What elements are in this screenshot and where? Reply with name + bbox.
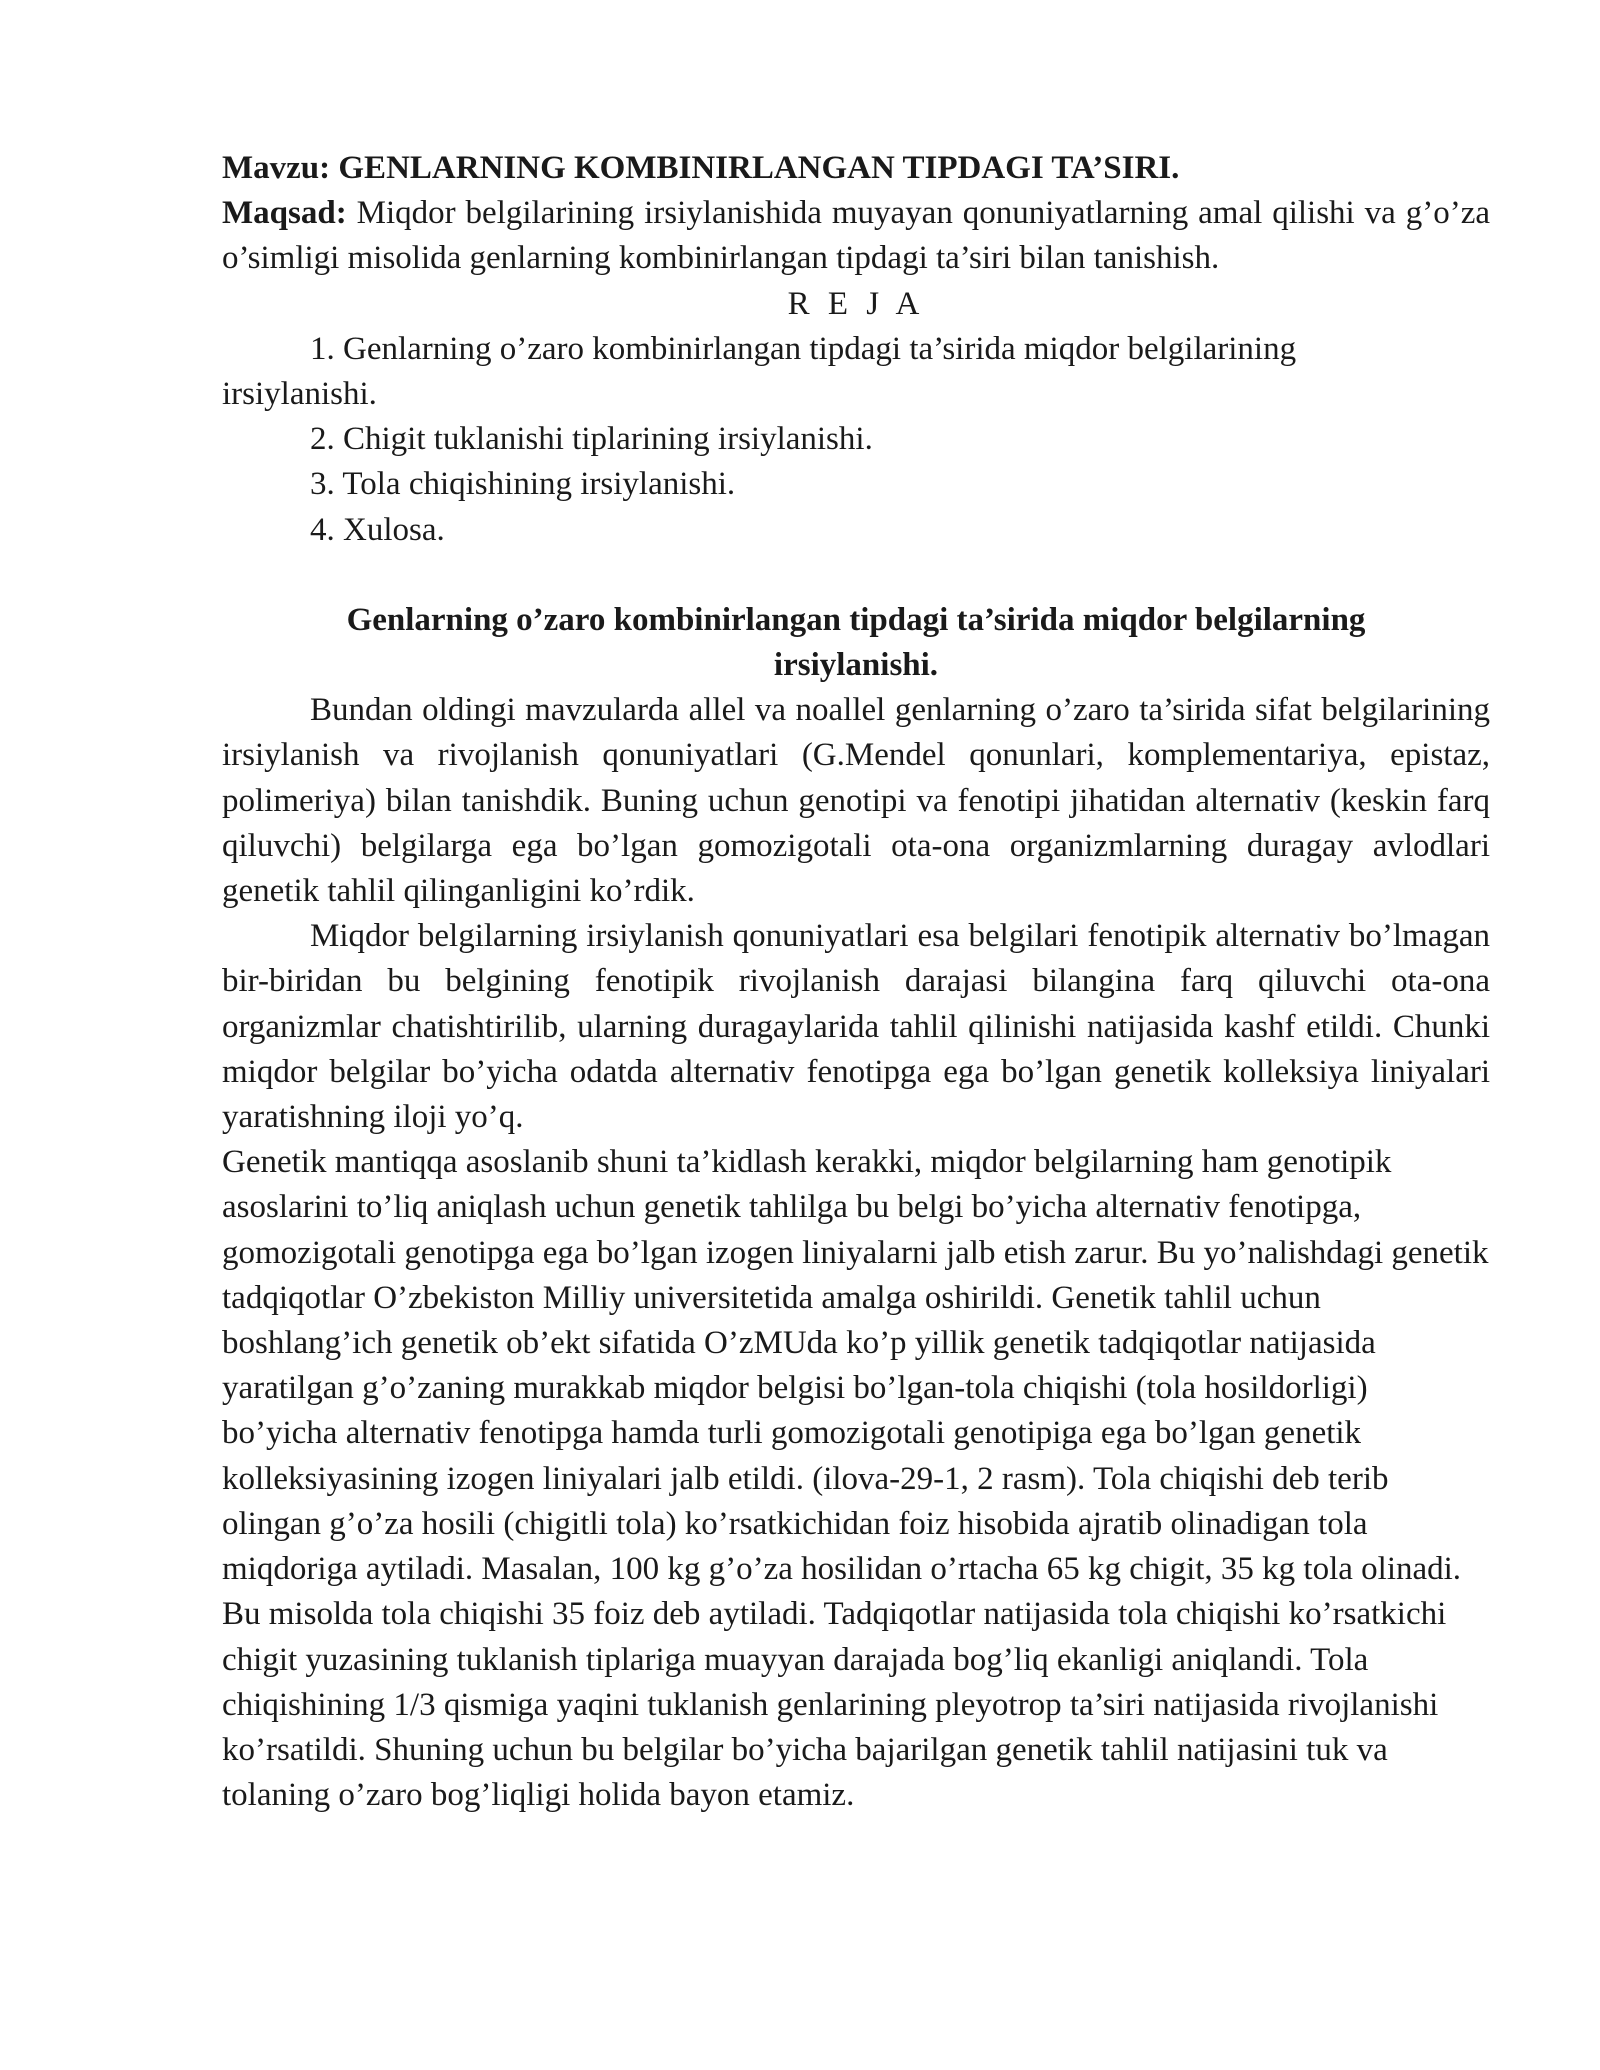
goal-text: Miqdor belgilarining irsiylanishida muyayan qonuniyatlarning amal qilishi va g’o’za o’simligi misolida genlarning kombinirlangan tipdagi ta’siri bilan tanishish. [222, 195, 1491, 277]
plan-list [222, 327, 1490, 553]
topic-title: GENLARNING KOMBINIRLANGAN TIPDAGI TA’SIRI. [338, 150, 1180, 186]
plan-item-2 [222, 417, 1490, 462]
goal-paragraph [222, 191, 1490, 281]
plan-item-1-line2: irsiylanishi. [222, 376, 377, 413]
body-paragraph-3: Genetik mantiqqa asoslanib shuni ta’kidlash kerakki, miqdor belgilarning ham genotipik asoslarini to’liq aniqlash uchun genetik tahlilga bu belgi bo’yicha alternativ fenotipga, gomozigotali genotipga ega bo’lgan izogen liniyalarni jalb etish zarur. Bu yo’nalishdagi genetik tadqiqotlar O’zbekiston Milliy universitetida amalga oshirildi. Genetik tahlil uchun boshlang’ich genetik ob’ekt sifatida O’zMUda ko’p yillik genetik tadqiqotlar natijasida yaratilgan g’o’zaning murakkab miqdor belgisi bo’lgan-tola chiqishi (tola hosildorligi) bo’yicha alternativ fenotipga hamda turli gomozigotali genotipiga ega bo’lgan genetik kolleksiyasining izogen liniyalari jalb etildi. (ilova-29-1, 2 rasm). Tola chiqishi deb terib olingan g’o’za hosili (chigitli tola) ko’rsatkichidan foiz hisobida ajratib olinadigan tola miqdoriga aytiladi. Masalan, 100 kg g’o’za hosilidan o’rtacha 65 kg chigit, 35 kg tola olinadi. Bu misolda tola chiqishi 35 foiz deb aytiladi. Tadqiqotlar natijasida tola chiqishi ko’rsatkichi chigit yuzasining tuklanish tiplariga muayyan darajada bog’liq ekanligi aniqlandi. Tola chiqishining 1/3 qismiga yaqini tuklanish genlarining pleyotrop ta’siri natijasida rivojlanishi ko’rsatildi. Shuning uchun bu belgilar bo’yicha bajarilgan genetik tahlil natijasini tuk va tolaning o’zaro bog’liqligi holida bayon etamiz. [222, 1144, 1489, 1814]
plan-item-1 [222, 327, 1490, 417]
plan-item-3-text: 3. Tola chiqishining irsiylanishi. [310, 466, 736, 503]
spacer [222, 553, 1490, 598]
document-page [222, 146, 1490, 1818]
plan-item-4-text: 4. Xulosa. [310, 511, 445, 548]
goal-label: Maqsad: [222, 195, 347, 232]
body-paragraph-2: Miqdor belgilarning irsiylanish qonuniyatlari esa belgilari fenotipik alternativ bo’lmagan bir-biridan bu belgining fenotipik rivojlanish darajasi bilangina farq qiluvchi ota-ona organizmlar chatishtirilib, ularning duragaylarida tahlil qilinishi natijasida kashf etildi. Chunki miqdor belgilar bo’yicha odatda alternativ fenotipga ega bo’lgan genetik kolleksiya liniyalari yaratishning iloji yo’q. [222, 918, 1490, 1136]
topic-label: Mavzu: [222, 150, 331, 186]
plan-item-3 [222, 462, 1490, 507]
plan-item-2-text: 2. Chigit tuklanishi tiplarining irsiylanishi. [310, 421, 873, 458]
plan-item-4 [222, 508, 1490, 553]
plan-title: R E J A [787, 285, 925, 322]
section-title: Genlarning o’zaro kombinirlangan tipdagi ta’sirida miqdor belgilarning irsiylanishi. [346, 601, 1366, 684]
topic-line [222, 146, 1490, 191]
plan-item-1-line1: 1. Genlarning o’zaro kombinirlangan tipdagi ta’sirida miqdor belgilarining [310, 330, 1297, 367]
body-paragraph-1: Bundan oldingi mavzularda allel va noallel genlarning o’zaro ta’sirida sifat belgilarining irsiylanish va rivojlanish qonuniyatlari (G.Mendel qonunlari, komplementariya, epistaz, polimeriya) bilan tanishdik. Buning uchun genotipi va fenotipi jihatidan alternativ (keskin farq qiluvchi) belgilarga ega bo’lgan gomozigotali ota-ona organizmlarning duragay avlodlari genetik tahlil qilinganligini ko’rdik. [222, 692, 1490, 910]
